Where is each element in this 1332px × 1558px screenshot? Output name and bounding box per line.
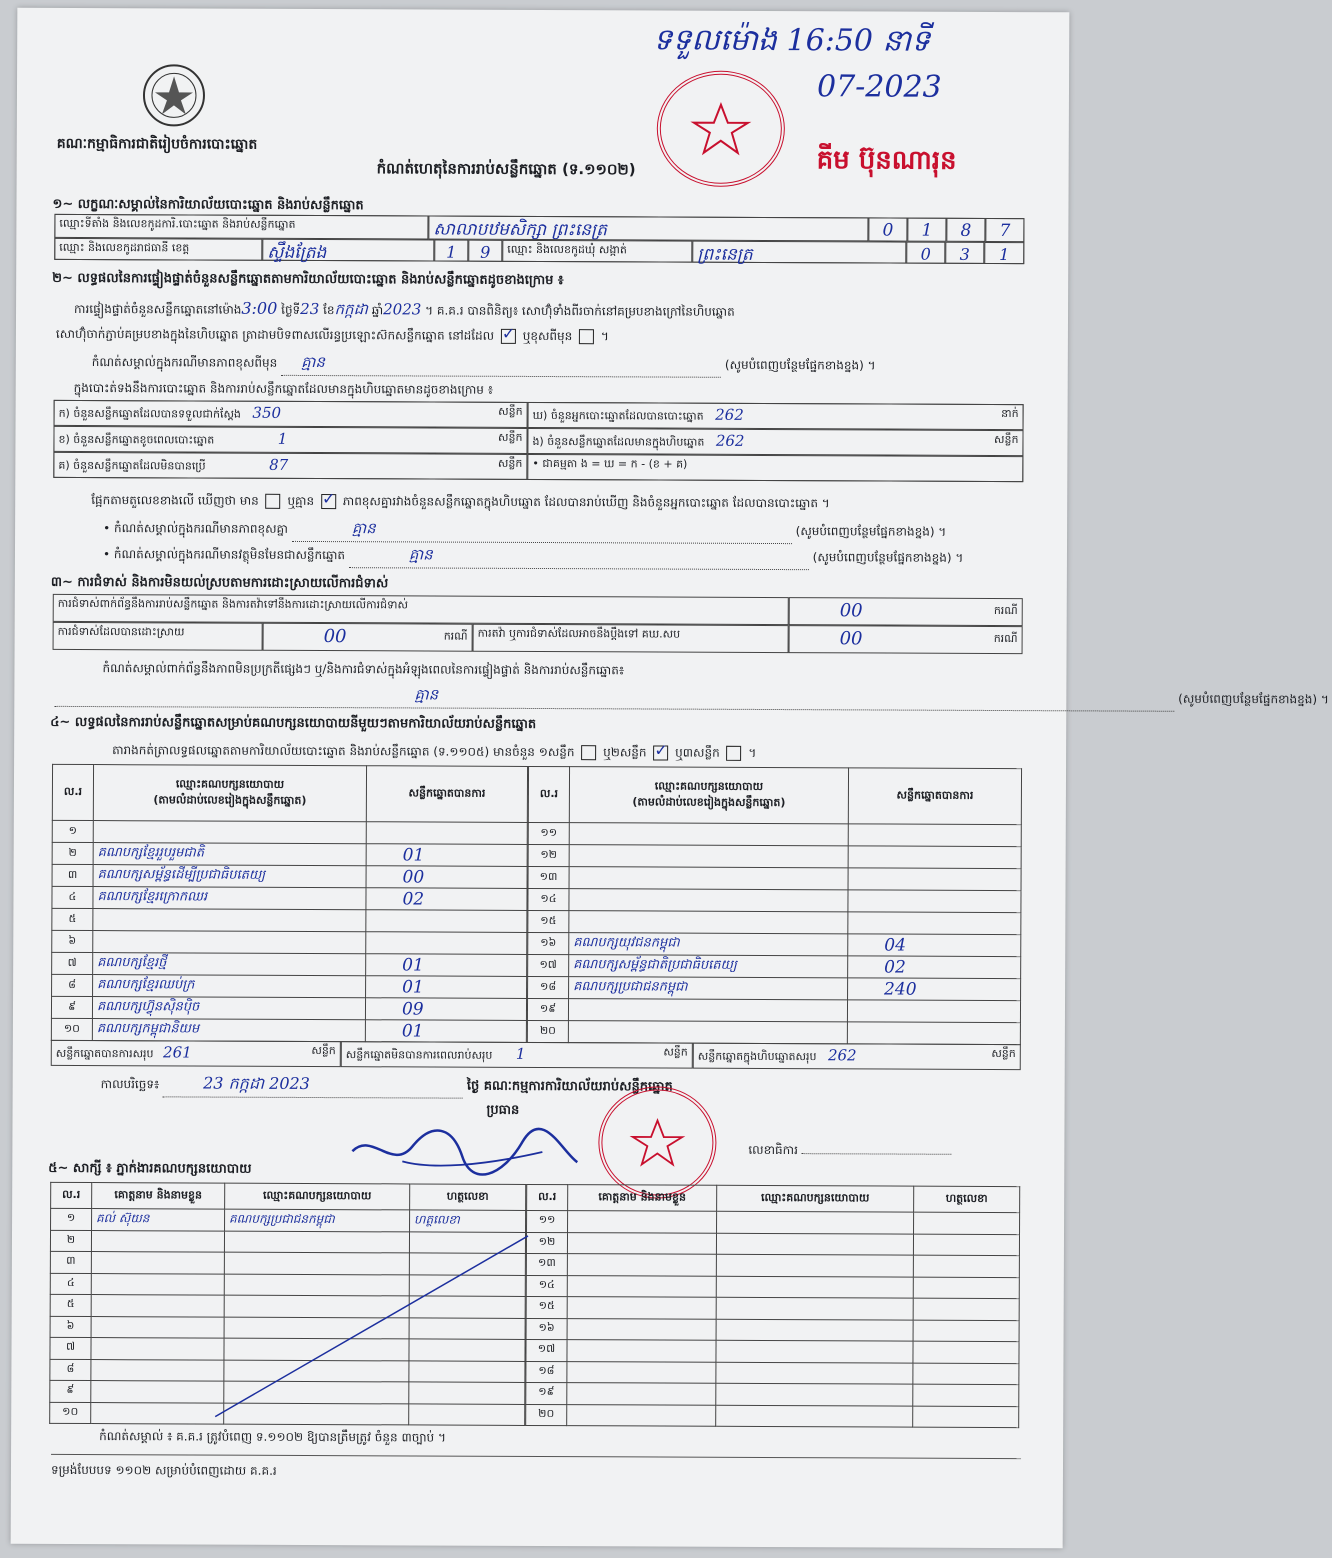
witness-name (567, 1361, 716, 1383)
received-date: 07-2023 (816, 69, 942, 105)
verification-line (74, 298, 1024, 325)
foreign-object-note-value: គ្មាន (349, 545, 809, 570)
received-ballots-value: 350 (252, 403, 282, 422)
appeal-label: ការតវ៉ា ឬការជំទាស់ដែលអាចនឹងប្តឹងទៅ គឃ.សប (473, 624, 789, 653)
party-name: គណបក្សសម្ព័ន្ធដើម្បីប្រជាធិបតេយ្យ (93, 865, 366, 888)
row-number: ១៧ (528, 954, 569, 976)
row-number: ១២ (528, 844, 569, 866)
section3-title: ៣~ ការជំទាស់ និងការមិនយល់ស្របតាមការដោះស្រាយលើការជំទាស់ (50, 574, 389, 592)
party-name: គណបក្សខ្មែររួបរួមជាតិ (93, 843, 366, 866)
vote-count: 02 (366, 888, 527, 911)
unused-ballots-row: គ) ចំនួនសន្លឹកឆ្នោតដែលមិនបានប្រើ 87 សន្លឹក (53, 452, 527, 480)
witness-signature: ហត្ថលេខា (410, 1210, 526, 1232)
vote-count (848, 868, 1021, 891)
witness-signature (913, 1363, 1019, 1385)
vote-count (366, 932, 527, 955)
complaint-row-label: ការជំទាស់ពាក់ព័ន្ធនឹងការរាប់សន្លឹកឆ្នោត និងការតវ៉ាទៅនឹងការដោះស្រាយលើការជំទាស់ (53, 594, 789, 625)
fill-note: (សូមបំពេញបន្ថែមផ្នែកខាងខ្នង) ។ (724, 357, 876, 373)
vote-count (847, 1022, 1020, 1045)
change-note-label: កំណត់សម្គាល់ក្នុងករណីមានភាពខុសពីមុន (91, 355, 278, 370)
party-name: គណបក្សប្រជាជនកម្ពុជា (569, 977, 848, 1000)
commune-label: ឈ្មោះ និងលេខកូដឃុំ សង្កាត់ (502, 240, 692, 263)
witness-signature (913, 1255, 1019, 1277)
vote-count (366, 910, 527, 933)
irregularity-value: គ្មាន (54, 684, 1174, 712)
spoiled-ballots-row: ខ) ចំនួនសន្លឹកឆ្នោតខូចពេលបោះឆ្នោត 1 សន្លឹក (53, 426, 527, 454)
party-name (569, 845, 848, 868)
party-name (569, 823, 848, 846)
witness-party: គណបក្សប្រជាជនកម្ពុជា (225, 1209, 410, 1231)
form-title: កំណត់ហេតុនៃការរាប់សន្លឹកឆ្នោត (ទ.១១០២) (376, 159, 636, 179)
vote-count: 01 (365, 1020, 526, 1043)
location-code-digit: 0 (868, 217, 907, 241)
row-number: ១៨ (528, 976, 569, 998)
no-difference-checkbox[interactable] (321, 494, 336, 509)
party-name: គណបក្សសម្ព័ន្ធជាតិប្រជាធិបតេយ្យ (569, 955, 848, 978)
section2-title: ២~ លទ្ធផលនៃការផ្ទៀងផ្ទាត់ចំនួនសន្លឹកឆ្នោតតាមការិយាល័យបោះឆ្នោត និងរាប់សន្លឹកឆ្នោតដូចខាងក្រោម ៖ (52, 270, 564, 289)
appeal-value: 00 ករណី (789, 625, 1023, 654)
results-table-right (527, 766, 1022, 1045)
resolved-value: 00 ករណី (263, 623, 473, 652)
row-number: ១ (51, 1208, 92, 1230)
table-row (526, 1275, 1019, 1299)
col-votes: សន្លឹកឆ្នោតបានការ (366, 766, 527, 823)
emblem-icon (141, 62, 207, 128)
col-no: ល.រ (528, 766, 569, 822)
witness-name (568, 1211, 717, 1233)
row-number: ១១ (527, 1210, 568, 1232)
vote-count: 04 (848, 934, 1021, 957)
difference-line: ផ្អែកតាមតួលេខខាងលើ ឃើញថា មាន ឬគ្មាន ✓ ភាពខុសគ្នារវាងចំនួនសន្លឹកឆ្នោតក្នុងហិបឆ្នោត ដែលបានរាប់ឃើញ និងចំនួនអ្នកបោះឆ្នោត ដែលបានបោះឆ្នោត ។ (91, 492, 830, 513)
row-number: ៦ (50, 1316, 91, 1338)
commission-label: ថ្ងៃ គណៈកម្មការការិយាល័យរាប់សន្លឹកឆ្នោត (466, 1078, 673, 1095)
complaint-value: 00 ករណី (789, 597, 1023, 626)
province-code-digit: 9 (468, 240, 502, 262)
table-row (528, 888, 1021, 912)
row-number: ៦ (52, 930, 93, 952)
table-row (526, 1361, 1019, 1385)
vote-count: 01 (366, 844, 527, 867)
party-name (568, 1021, 847, 1044)
row-number: ៣ (52, 864, 93, 886)
witness-name: គល់ ស៊ុយន (92, 1209, 225, 1231)
party-name: គណបក្សយុវជនកម្ពុជា (569, 933, 848, 956)
vote-count: 240 (848, 978, 1021, 1001)
box-ballots-row: ង) ចំនួនសន្លឹកឆ្នោតដែលមានក្នុងហិបឆ្នោត 262 សន្លឹក (527, 428, 1023, 456)
row-number: ២០ (527, 1020, 568, 1042)
received-note: ទទួលម៉ោង 16:50 នាទី (653, 22, 931, 59)
row-number: ២ (50, 1230, 91, 1252)
location-code-digit: 8 (946, 218, 985, 242)
form-sheet (11, 8, 1329, 1549)
committee-name: គណៈកម្មាធិការជាតិរៀបចំការបោះឆ្នោត (56, 135, 258, 153)
changed-label: ឬខុសពីមុន (522, 328, 573, 344)
vote-count (366, 822, 527, 845)
row-number: ៤ (50, 1273, 91, 1295)
commune-code-digit: 3 (945, 242, 984, 264)
row-number: ១៥ (528, 910, 569, 932)
verification-month: កក្កដា (334, 300, 368, 319)
lock-line: សោហ៊ុំចាក់ភ្ជាប់គម្របខាងក្នុងនៃហិបឆ្នោត ត្រាដាមបិទពាសលើរន្ធប្រឡោះស៊កសន្លឹកឆ្នោត នៅដដែល ✓ ឬខុសពីមុន ។ (56, 326, 609, 346)
box-total: សន្លឹកឆ្នោតក្នុងហិបឆ្នោតសរុប 262 សន្លឹក (693, 1043, 1021, 1070)
verification-day: 23 (300, 299, 320, 319)
witness-name (91, 1230, 224, 1252)
province-label: ឈ្មោះ និងលេខកូដរាជធានី ខេត្ត (54, 238, 262, 261)
row-number: ១៥ (526, 1296, 567, 1318)
table-row (52, 842, 527, 866)
witness-name (567, 1232, 716, 1254)
row-number: ១៩ (527, 998, 568, 1020)
table-row (526, 1232, 1019, 1256)
invalid-total-value: 1 (515, 1044, 526, 1063)
witness-signature (913, 1341, 1019, 1363)
difference-note-value: គ្មាន (292, 519, 792, 544)
table-row (52, 886, 527, 910)
secretary-signature (802, 1139, 952, 1155)
row-number: ១ (52, 820, 93, 842)
witness-party (716, 1383, 913, 1405)
two-sheet-checkbox[interactable] (653, 745, 668, 760)
table-row (51, 996, 526, 1020)
table-row (526, 1382, 1019, 1406)
table-row (52, 820, 527, 844)
row-number: ៥ (50, 1294, 91, 1316)
changed-checkbox[interactable] (579, 329, 594, 344)
strike-line (211, 1231, 532, 1422)
change-note-value: គ្មាន (281, 353, 721, 378)
party-name (569, 911, 848, 934)
verification-time: 3:00 (241, 298, 278, 318)
commune-value: ព្រះនេត្រ (692, 241, 906, 264)
voters-row: ឃ) ចំនួនអ្នកបោះឆ្នោតដែលបានបោះឆ្នោត 262 នាក់ (528, 402, 1024, 430)
row-number: ១២ (526, 1232, 567, 1254)
has-difference-checkbox[interactable] (266, 494, 281, 509)
date-value: 23 កក្កដា 2023 (163, 1072, 463, 1098)
chair-stamp (598, 1086, 716, 1199)
one-sheet-checkbox[interactable] (581, 745, 596, 760)
table-row (527, 1020, 1020, 1044)
same-checkbox[interactable] (501, 329, 516, 344)
ballot-intro: ក្នុងបោះត់ទងនឹងការបោះឆ្នោត និងការរាប់សន្លឹកឆ្នោតដែលមានក្នុងហិបឆ្នោតមានដូចខាងក្រោម ៖ (73, 380, 494, 397)
commune-code-digit: 1 (984, 242, 1024, 264)
row-number: ១៩ (526, 1382, 567, 1404)
vote-count: 02 (848, 956, 1021, 979)
difference-note-line: • កំណត់សម្គាល់ក្នុងករណីមានភាពខុសគ្នា គ្មាន (សូមបំពេញបន្ថែមផ្នែកខាងខ្នង) ។ (103, 518, 946, 545)
table-row (51, 1018, 526, 1042)
box-ballots-value: 262 (715, 431, 745, 450)
table-row (528, 976, 1021, 1000)
col-party: ឈ្មោះគណបក្សនយោបាយ (តាមលំដាប់លេខរៀងក្នុងសន្លឹកឆ្នោត) (569, 767, 848, 824)
row-number: ៧ (50, 1337, 91, 1359)
verification-time-label: ការផ្ទៀងផ្ទាត់ចំនួនសន្លឹកឆ្នោតនៅម៉ោង (74, 301, 242, 317)
witness-signature (913, 1384, 1019, 1406)
witness-table-right: ល.រ គោត្តនាម និងនាមខ្លួន ឈ្មោះគណបក្សនយោបាយ ហត្ថលេខា ១១ ១២ ១៣ ១៤ ១៥ ១៦ ១៧ ១៨ ១៩ ២០ (525, 1184, 1020, 1428)
row-number: ៥ (52, 908, 93, 930)
witness-signature (913, 1320, 1019, 1342)
location-code-digit: 1 (907, 218, 946, 242)
vote-count (848, 890, 1021, 913)
row-number: ១៦ (526, 1318, 567, 1340)
witness-party (716, 1340, 913, 1362)
party-name (93, 821, 366, 844)
witness-name (91, 1402, 224, 1424)
chair-signature (342, 1121, 582, 1182)
row-number: ៩ (51, 996, 92, 1018)
table-row (528, 822, 1021, 846)
chair-label: ប្រធាន (486, 1102, 520, 1118)
witness-name (91, 1273, 224, 1295)
vote-count (848, 824, 1021, 847)
section4-title: ៤~ លទ្ធផលនៃការរាប់សន្លឹកឆ្នោតសម្រាប់គណបក្សនយោបាយនីមួយៗតាមការិយាល័យរាប់សន្លឹកឆ្នោត (50, 714, 537, 732)
witness-name (91, 1338, 224, 1360)
row-number: ២ (52, 842, 93, 864)
table-row (528, 866, 1021, 890)
lock-text: សោហ៊ុំចាក់ភ្ជាប់គម្របខាងក្នុងនៃហិបឆ្នោត ត្រាដាមបិទពាសលើរន្ធប្រឡោះស៊កសន្លឹកឆ្នោត នៅដដែល (55, 326, 495, 343)
witness-name (567, 1340, 716, 1362)
row-number: ៨ (52, 974, 93, 996)
section5-title: ៥~ សាក្សី ៖ ភ្នាក់ងារគណបក្សនយោបាយ (48, 1160, 252, 1177)
witness-name (91, 1359, 224, 1381)
spoiled-ballots-value: 1 (277, 429, 288, 448)
row-number: ៧ (52, 952, 93, 974)
col-votes: សន្លឹកឆ្នោតបានការ (848, 768, 1021, 825)
table-row (52, 974, 527, 998)
resolved-label: ការជំទាស់ដែលបានដោះស្រាយ (53, 622, 263, 651)
row-number: ៨ (50, 1359, 91, 1381)
witness-name (91, 1316, 224, 1338)
party-name (569, 889, 848, 912)
vote-count (848, 912, 1021, 935)
table-row (52, 930, 527, 954)
party-name: គណបក្សខ្មែរឈប់ក្រ (93, 975, 366, 998)
row-number: ២០ (526, 1404, 567, 1426)
table-row (52, 864, 527, 888)
witness-signature (913, 1406, 1019, 1428)
verification-text: ។ គ.គ.រ បានពិនិត្យ៖ សោហ៊ុំទាំងពីរចាក់នៅគម្របខាងក្រៅនៃហិបឆ្នោត (425, 303, 735, 319)
row-number: ១៤ (526, 1275, 567, 1297)
row-number: ១៦ (528, 932, 569, 954)
party-name: គណបក្សហ៊្វុនស៊ិនប៉ិច (92, 997, 365, 1020)
verification-month-label: ខែ (323, 303, 335, 318)
section1-title: ១~ លក្ខណៈសម្គាល់នៃការិយាល័យបោះឆ្នោត និងរាប់សន្លឹកឆ្នោត (52, 196, 364, 214)
foreign-object-note-line: • កំណត់សម្គាល់ក្នុងករណីមានវត្ថុមិនមែនជាសន្លឹកឆ្នោត គ្មាន (សូមបំពេញបន្ថែមផ្នែកខាងខ្នង) ។ (103, 544, 963, 571)
verification-year: 2023 (383, 300, 422, 319)
witness-name (567, 1254, 716, 1276)
table-row (528, 932, 1021, 956)
party-name: គណបក្សខ្មែរក្រោកឈរ (93, 887, 366, 910)
witness-name (567, 1383, 716, 1405)
table-row (526, 1253, 1019, 1277)
table-row (528, 954, 1021, 978)
vote-count: 01 (366, 954, 527, 977)
party-name (568, 999, 847, 1022)
box-total-value: 262 (827, 1046, 857, 1065)
row-number: ១៤ (528, 888, 569, 910)
vote-count (847, 1000, 1020, 1023)
commune-code-digit: 0 (906, 242, 945, 264)
official-stamp (657, 71, 786, 188)
verification-day-label: ថ្ងៃទី (281, 302, 301, 317)
row-number: ១០ (51, 1018, 92, 1040)
footer-divider (51, 1454, 1021, 1459)
table-row (527, 1210, 1020, 1234)
change-note-line (92, 352, 1022, 379)
vote-count: 00 (366, 866, 527, 889)
party-name (93, 931, 366, 954)
table-row (526, 1404, 1019, 1428)
footnote: កំណត់សម្គាល់ ៖ គ.គ.រ ត្រូវបំពេញ ទ.១១០២ ឱ្យបានត្រឹមត្រូវ ចំនួន ៣ច្បាប់ ។ (99, 1429, 446, 1445)
row-number: ១៣ (526, 1253, 567, 1275)
party-name (93, 909, 366, 932)
vote-count: 09 (365, 998, 526, 1021)
sheet-count-line: តារាងកត់ត្រាលទ្ធផលឆ្នោតតាមការិយាល័យបោះឆ្នោត និងរាប់សន្លឹកឆ្នោត (ទ.១១០៥) មានចំនួន ១សន្លឹក ឬ២សន្លឹក ✓ ឬ៣សន្លឹក ។ (112, 742, 756, 763)
province-code-digit: 1 (434, 240, 468, 262)
witness-party (717, 1211, 914, 1233)
valid-total: សន្លឹកឆ្នោតបានការសរុប 261 សន្លឹក (51, 1040, 341, 1067)
location-value: សាលាបឋមសិក្សា ព្រះនេត្រ (428, 216, 868, 242)
officer-red-name: គីម ប៊ុនណារុន (816, 145, 957, 176)
table-row (528, 910, 1021, 934)
received-ballots-row: ក) ចំនួនសន្លឹកឆ្នោតដែលបានទទួលជាក់ស្តែង 350 សន្លឹក (54, 400, 528, 428)
witness-name (567, 1318, 716, 1340)
vote-count: 01 (366, 976, 527, 999)
row-number: ៣ (50, 1251, 91, 1273)
witness-signature (913, 1298, 1019, 1320)
unused-ballots-value: 87 (269, 455, 289, 474)
witness-party (716, 1254, 913, 1276)
witness-party (716, 1276, 913, 1298)
witness-name (567, 1275, 716, 1297)
witness-name (567, 1404, 716, 1426)
table-row (526, 1318, 1019, 1342)
witness-name (567, 1297, 716, 1319)
table-row (51, 1208, 526, 1232)
party-name: គណបក្សខ្មែរថ្មី (93, 953, 366, 976)
witness-party (716, 1319, 913, 1341)
invalid-total: សន្លឹកឆ្នោតមិនបានការពេលរាប់សរុប 1 សន្លឹក (341, 1041, 693, 1069)
three-sheet-checkbox[interactable] (726, 746, 741, 761)
table-row (526, 1296, 1019, 1320)
col-party: ឈ្មោះគណបក្សនយោបាយ (តាមលំដាប់លេខរៀងក្នុងសន្លឹកឆ្នោត) (93, 765, 366, 822)
verification-year-label: ឆ្នាំ (371, 303, 384, 318)
witness-party (716, 1362, 913, 1384)
location-code-digit: 7 (985, 218, 1024, 242)
party-name (569, 867, 848, 890)
witness-signature (913, 1234, 1019, 1256)
table-row (52, 908, 527, 932)
witness-party (716, 1233, 913, 1255)
results-table-left (51, 764, 528, 1043)
row-number: ៤ (52, 886, 93, 908)
party-name: គណបក្សកម្ពុជានិយម (92, 1019, 365, 1042)
col-no: ល.រ (52, 764, 93, 820)
witness-party (716, 1405, 913, 1427)
witness-signature (914, 1212, 1020, 1234)
row-number: ១៧ (526, 1339, 567, 1361)
voters-value: 262 (715, 405, 744, 424)
table-row (527, 998, 1020, 1022)
witness-name (91, 1381, 224, 1403)
row-number: ១១ (528, 822, 569, 844)
vote-count (848, 846, 1021, 869)
table-row (528, 844, 1021, 868)
date-line: កាលបរិច្ឆេទ៖ 23 កក្កដា 2023 ថ្ងៃ គណៈកម្មការការិយាល័យរាប់សន្លឹកឆ្នោត (101, 1072, 673, 1099)
witness-signature (913, 1277, 1019, 1299)
witness-name (91, 1252, 224, 1274)
valid-total-value: 261 (163, 1043, 192, 1062)
table-row (52, 952, 527, 976)
formula-text: ជាគម្មតា ង = ឃ = ក - (ខ + គ) (542, 457, 688, 471)
witness-name (91, 1295, 224, 1317)
row-number: ១៣ (528, 866, 569, 888)
secretary-line: លេខាធិការ (748, 1139, 951, 1161)
row-number: ១៨ (526, 1361, 567, 1383)
irregularity-line: គ្មាន (សូមបំពេញបន្ថែមផ្នែកខាងខ្នង) ។ (54, 684, 1329, 713)
row-number: ៩ (50, 1380, 91, 1402)
province-value: ស្ទឹងត្រែង (262, 239, 434, 262)
irregularity-label: កំណត់សម្គាល់ពាក់ព័ន្ធនឹងភាពមិនប្រក្រតីផ្សេងៗ ឬ/និងការជំទាស់ក្នុងអំឡុងពេលនៃការផ្ទៀងផ្ទាត់ និងការរាប់សន្លឹកឆ្នោត៖ (102, 661, 625, 678)
form-footer: ទម្រង់បែបបទ ១១០២ សម្រាប់បំពេញដោយ គ.គ.រ (50, 1462, 277, 1478)
table-row (526, 1339, 1019, 1363)
witness-party (716, 1297, 913, 1319)
witness-table-left: ល.រ គោត្តនាម និងនាមខ្លួន ឈ្មោះគណបក្សនយោបាយ ហត្ថលេខា ១ គល់ ស៊ុយន គណបក្សប្រជាជនកម្ពុជា ហត្ថលេខា ២ ៣ ៤ ៥ ៦ ៧ ៨ ៩ ១០ (49, 1182, 526, 1426)
row-number: ១០ (50, 1402, 91, 1424)
formula-row: • ជាគម្មតា ង = ឃ = ក - (ខ + គ) (527, 454, 1023, 482)
location-label: ឈ្មោះទីតាំង និងលេខកូដការិ.បោះឆ្នោត និងរាប់សន្លឹកឆ្នោត (54, 214, 428, 240)
